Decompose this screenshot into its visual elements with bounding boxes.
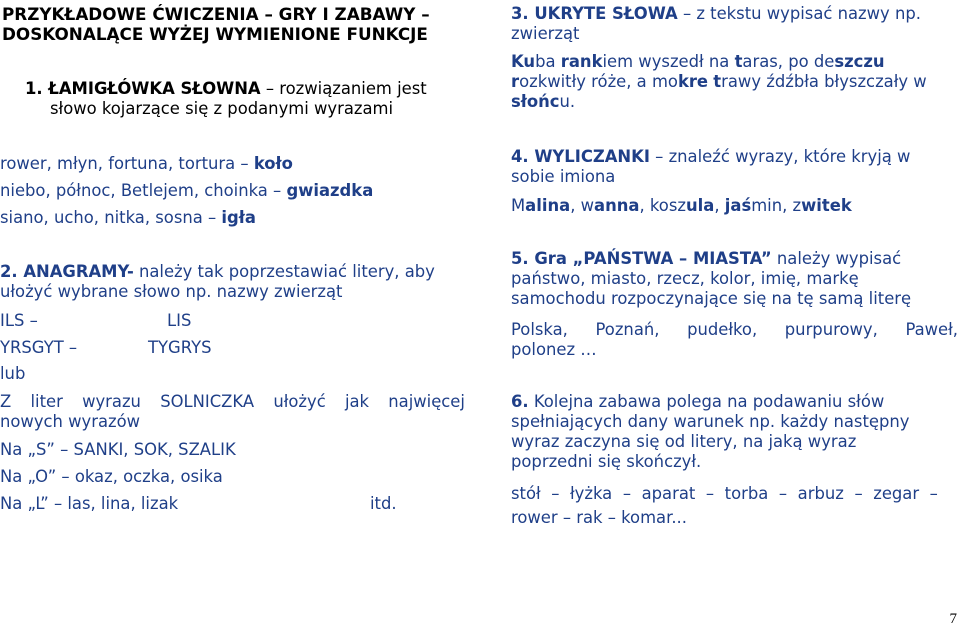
- ex1-heading: [25, 79, 427, 99]
- ex1-row: [0, 181, 373, 201]
- word: –: [622, 484, 632, 503]
- ex1-row-answer: koło: [253, 154, 293, 173]
- ex2-pair2-right: TYGRYS: [148, 338, 212, 357]
- text-part: de: [813, 52, 835, 71]
- text-part: ,: [714, 196, 725, 215]
- ex5-desc: należy wypisać: [771, 249, 902, 268]
- ex5-desc-line3: samochodu rozpoczynające się na tę samą literę: [511, 289, 912, 308]
- ex6-desc-line4: poprzedni się skończył.: [511, 452, 702, 471]
- ex2-heading: [0, 262, 435, 282]
- ex4-names: [511, 196, 852, 216]
- ex3-heading: [511, 4, 921, 24]
- word: –: [551, 484, 560, 503]
- ex1-row-words: siano, ucho, nitka, sosna –: [0, 208, 222, 227]
- ex4-label: 4. WYLICZANKI: [511, 147, 650, 166]
- ex1-desc: – rozwiązaniem jest: [260, 79, 427, 98]
- hidden-name: anna: [594, 196, 640, 215]
- ex1-row-answer: igła: [221, 208, 256, 227]
- ex2-row: Na „L” – las, lina, lizak: [0, 494, 179, 513]
- word: zegar: [873, 484, 920, 503]
- hidden-word-part: słońc: [511, 92, 560, 111]
- hidden-word-part: kre: [677, 72, 709, 91]
- text-part: rawy źdźbła błyszczały w: [721, 72, 927, 91]
- text-part: iem: [602, 52, 634, 71]
- text-part: , kosz: [639, 196, 686, 215]
- word: najwięcej: [388, 392, 465, 411]
- word: jak: [344, 392, 370, 411]
- ex5-examples-line1: [511, 320, 958, 340]
- text-part: ba: [535, 52, 556, 71]
- ex4-desc: – znaleźć wyrazy, które kryją w: [649, 147, 911, 166]
- word: arbuz: [797, 484, 844, 503]
- text-part: M: [511, 196, 526, 215]
- ex1-row: [0, 208, 256, 228]
- text-part: u.: [559, 92, 576, 111]
- ex2-pair2-left: YRSGYT –: [0, 338, 78, 357]
- hidden-word-part: t: [734, 52, 743, 71]
- ex3-desc: – z tekstu wypisać nazwy np.: [677, 4, 921, 23]
- hidden-word-part: szczu: [834, 52, 885, 71]
- word: –: [929, 484, 938, 503]
- ex4-desc-line2: sobie imiona: [511, 167, 616, 186]
- ex3-sentence-line1: [511, 52, 959, 72]
- ex5-heading: [511, 249, 901, 269]
- ex2-desc: należy tak poprzestawiać litery, aby: [133, 262, 435, 281]
- ex6-heading: [511, 392, 884, 412]
- ex2-desc-line2: ułożyć wybrane słowo np. nazwy zwierząt: [0, 282, 343, 301]
- ex2-solniczka-line2: nowych wyrazów: [0, 412, 141, 431]
- ex2-pair1-right: LIS: [167, 311, 192, 330]
- text-part: wyszedł na: [633, 52, 735, 71]
- word: Paweł,: [905, 320, 958, 339]
- word: liter: [30, 392, 63, 411]
- hidden-name: witek: [801, 196, 852, 215]
- ex1-row-words: rower, młyn, fortuna, tortura –: [0, 154, 254, 173]
- text-part: ozkwitły róże, a: [519, 72, 652, 91]
- word: ułożyć: [273, 392, 326, 411]
- ex3-sentence-line2: [511, 72, 927, 92]
- word: aparat: [641, 484, 696, 503]
- word: –: [705, 484, 715, 503]
- page-title-line1: PRZYKŁADOWE ĆWICZENIA – GRY I ZABAWY –: [2, 4, 430, 24]
- ex1-row-words: niebo, północ, Betlejem, choinka –: [0, 181, 287, 200]
- word: torba: [724, 484, 769, 503]
- hidden-name: jaś: [724, 196, 752, 215]
- ex2-pair1-left: ILS –: [0, 311, 38, 330]
- word: –: [854, 484, 863, 503]
- ex2-or: lub: [0, 364, 26, 383]
- word: Z: [0, 392, 12, 411]
- text-part: mo: [651, 72, 678, 91]
- ex2-row: Na „O” – okaz, oczka, osika: [0, 467, 223, 486]
- word: SOLNICZKA: [160, 392, 255, 411]
- hidden-name: alina: [525, 196, 571, 215]
- text-part: , w: [570, 196, 595, 215]
- text-part: ara: [742, 52, 770, 71]
- word: łyżka: [570, 484, 613, 503]
- page-number: 7: [949, 611, 957, 627]
- ex3-sentence-line3: [511, 92, 575, 112]
- word: –: [778, 484, 788, 503]
- ex3-desc-line2: zwierząt: [511, 24, 580, 43]
- ex1-label: 1. ŁAMIGŁÓWKA SŁOWNA: [25, 79, 261, 98]
- ex1-row: [0, 154, 293, 174]
- ex2-row: Na „S” – SANKI, SOK, SZALIK: [0, 440, 236, 459]
- ex5-label: 5. Gra „PAŃSTWA – MIASTA”: [511, 249, 772, 268]
- ex5-examples-line2: polonez …: [511, 340, 597, 359]
- word: pudełko,: [687, 320, 758, 339]
- ex6-label: 6.: [511, 392, 529, 411]
- word: stół: [511, 484, 541, 503]
- hidden-word-part: Ku: [511, 52, 536, 71]
- word: wyrazu: [82, 392, 141, 411]
- ex6-desc-line3: wyraz zaczyna się od litery, na jaką wyraz: [511, 432, 857, 451]
- ex1-row-answer: gwiazdka: [286, 181, 374, 200]
- ex6-chain-line1: [511, 484, 938, 504]
- hidden-name: ula: [685, 196, 715, 215]
- ex5-desc-line2: państwo, miasto, rzecz, kolor, imię, markę: [511, 269, 859, 288]
- ex2-solniczka-line1: [0, 392, 465, 412]
- hidden-word-part: rank: [560, 52, 603, 71]
- word: Poznań,: [595, 320, 660, 339]
- text-part: s, po: [769, 52, 814, 71]
- word: Polska,: [511, 320, 568, 339]
- ex6-desc-line2: spełniających dany warunek np. każdy następny: [511, 412, 910, 431]
- hidden-word-part: t: [713, 72, 722, 91]
- text-part: min, z: [751, 196, 802, 215]
- page-title-line2: DOSKONALĄCE WYŻEJ WYMIENIONE FUNKCJE: [2, 24, 428, 44]
- hidden-word-part: r: [511, 72, 520, 91]
- ex1-desc-line2: słowo kojarzące się z podanymi wyrazami: [50, 99, 394, 118]
- ex2-label: 2. ANAGRAMY-: [0, 262, 134, 281]
- ex4-heading: [511, 147, 910, 167]
- ex6-chain-line2: rower – rak – komar...: [511, 508, 687, 527]
- ex3-label: 3. UKRYTE SŁOWA: [511, 4, 678, 23]
- word: purpurowy,: [784, 320, 878, 339]
- ex6-desc: Kolejna zabawa polega na podawaniu słów: [528, 392, 885, 411]
- ex2-etc: itd.: [370, 494, 397, 513]
